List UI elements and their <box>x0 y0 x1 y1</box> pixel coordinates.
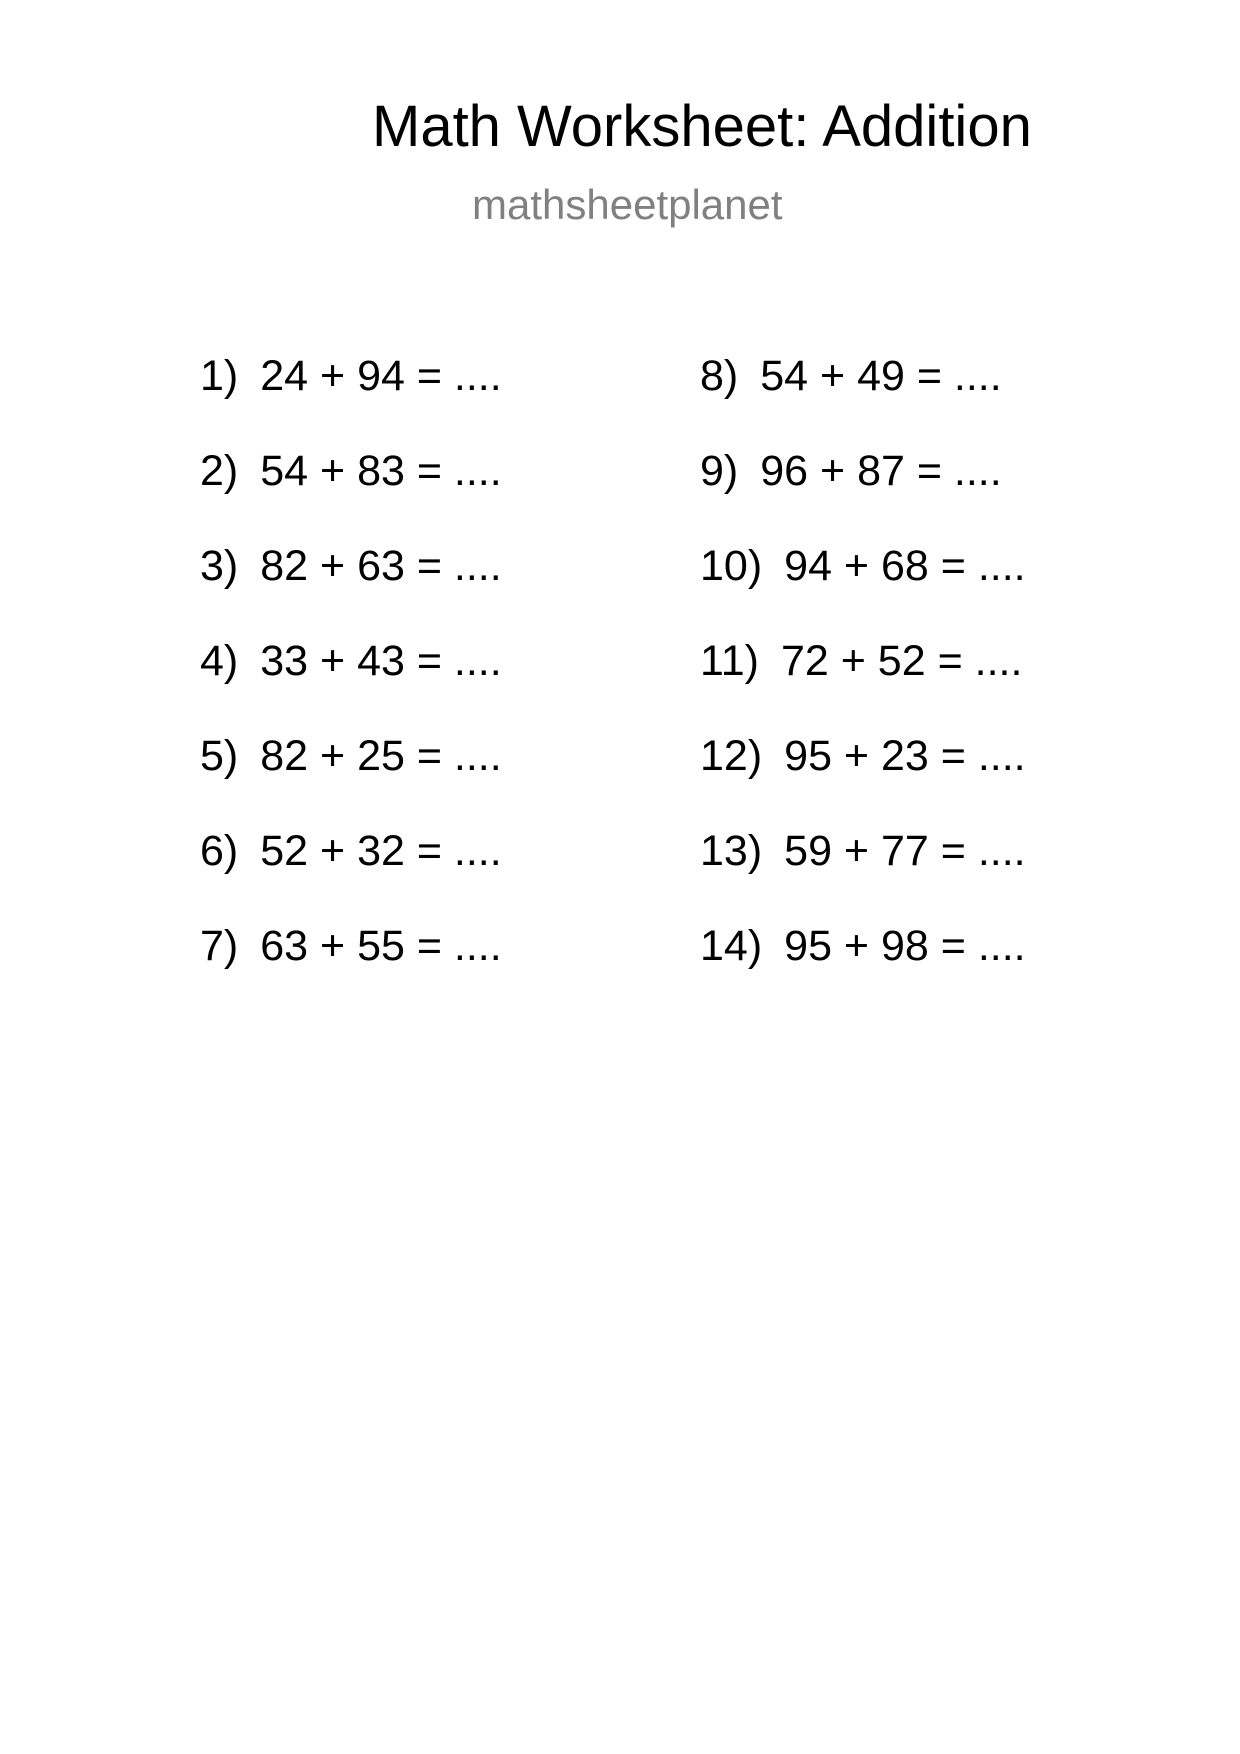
problem-expression: 24 + 94 = .... <box>260 352 502 400</box>
problem-expression: 94 + 68 = .... <box>784 542 1026 590</box>
problem-number: 9) <box>700 447 739 495</box>
problem-item <box>200 637 502 735</box>
problem-number: 8) <box>700 352 739 400</box>
problem-expression: 33 + 43 = .... <box>260 637 502 685</box>
problem-number: 12) <box>700 732 763 780</box>
problem-item <box>700 637 1026 735</box>
problem-expression: 82 + 63 = .... <box>260 542 502 590</box>
problem-item <box>200 732 502 830</box>
problem-expression: 52 + 32 = .... <box>260 827 502 875</box>
problem-item <box>200 352 502 450</box>
problem-number: 5) <box>200 732 239 780</box>
problem-number: 6) <box>200 827 239 875</box>
problem-number: 3) <box>200 542 239 590</box>
page-subtitle: mathsheetplanet <box>472 181 783 228</box>
problem-number: 10) <box>700 542 763 590</box>
problem-item <box>200 827 502 925</box>
problem-number: 2) <box>200 447 239 495</box>
problem-number: 4) <box>200 637 239 685</box>
problem-expression: 72 + 52 = .... <box>780 637 1023 685</box>
problem-expression: 63 + 55 = .... <box>260 922 502 970</box>
problem-expression: 82 + 25 = .... <box>260 732 502 780</box>
problem-expression: 59 + 77 = .... <box>784 827 1026 875</box>
problem-item <box>700 447 1026 545</box>
problem-column-left <box>200 352 502 1020</box>
problem-expression: 54 + 49 = .... <box>760 352 1002 400</box>
problem-expression: 54 + 83 = .... <box>260 447 502 495</box>
problem-number: 14) <box>700 922 763 970</box>
problem-item <box>700 922 1026 1020</box>
problem-item <box>200 922 502 1020</box>
problem-item <box>700 542 1026 640</box>
problem-item <box>700 827 1026 925</box>
problem-number: 7) <box>200 922 239 970</box>
problem-number: 13) <box>700 827 763 875</box>
problem-item <box>700 352 1026 450</box>
problem-expression: 96 + 87 = .... <box>760 447 1002 495</box>
problem-column-right <box>700 352 1026 1020</box>
problem-item <box>200 447 502 545</box>
problem-item <box>700 732 1026 830</box>
problem-number: 11) <box>700 637 759 685</box>
page-title: Math Worksheet: Addition <box>372 94 1032 159</box>
problem-expression: 95 + 23 = .... <box>784 732 1026 780</box>
problem-expression: 95 + 98 = .... <box>784 922 1026 970</box>
problem-number: 1) <box>200 352 239 400</box>
problem-item <box>200 542 502 640</box>
